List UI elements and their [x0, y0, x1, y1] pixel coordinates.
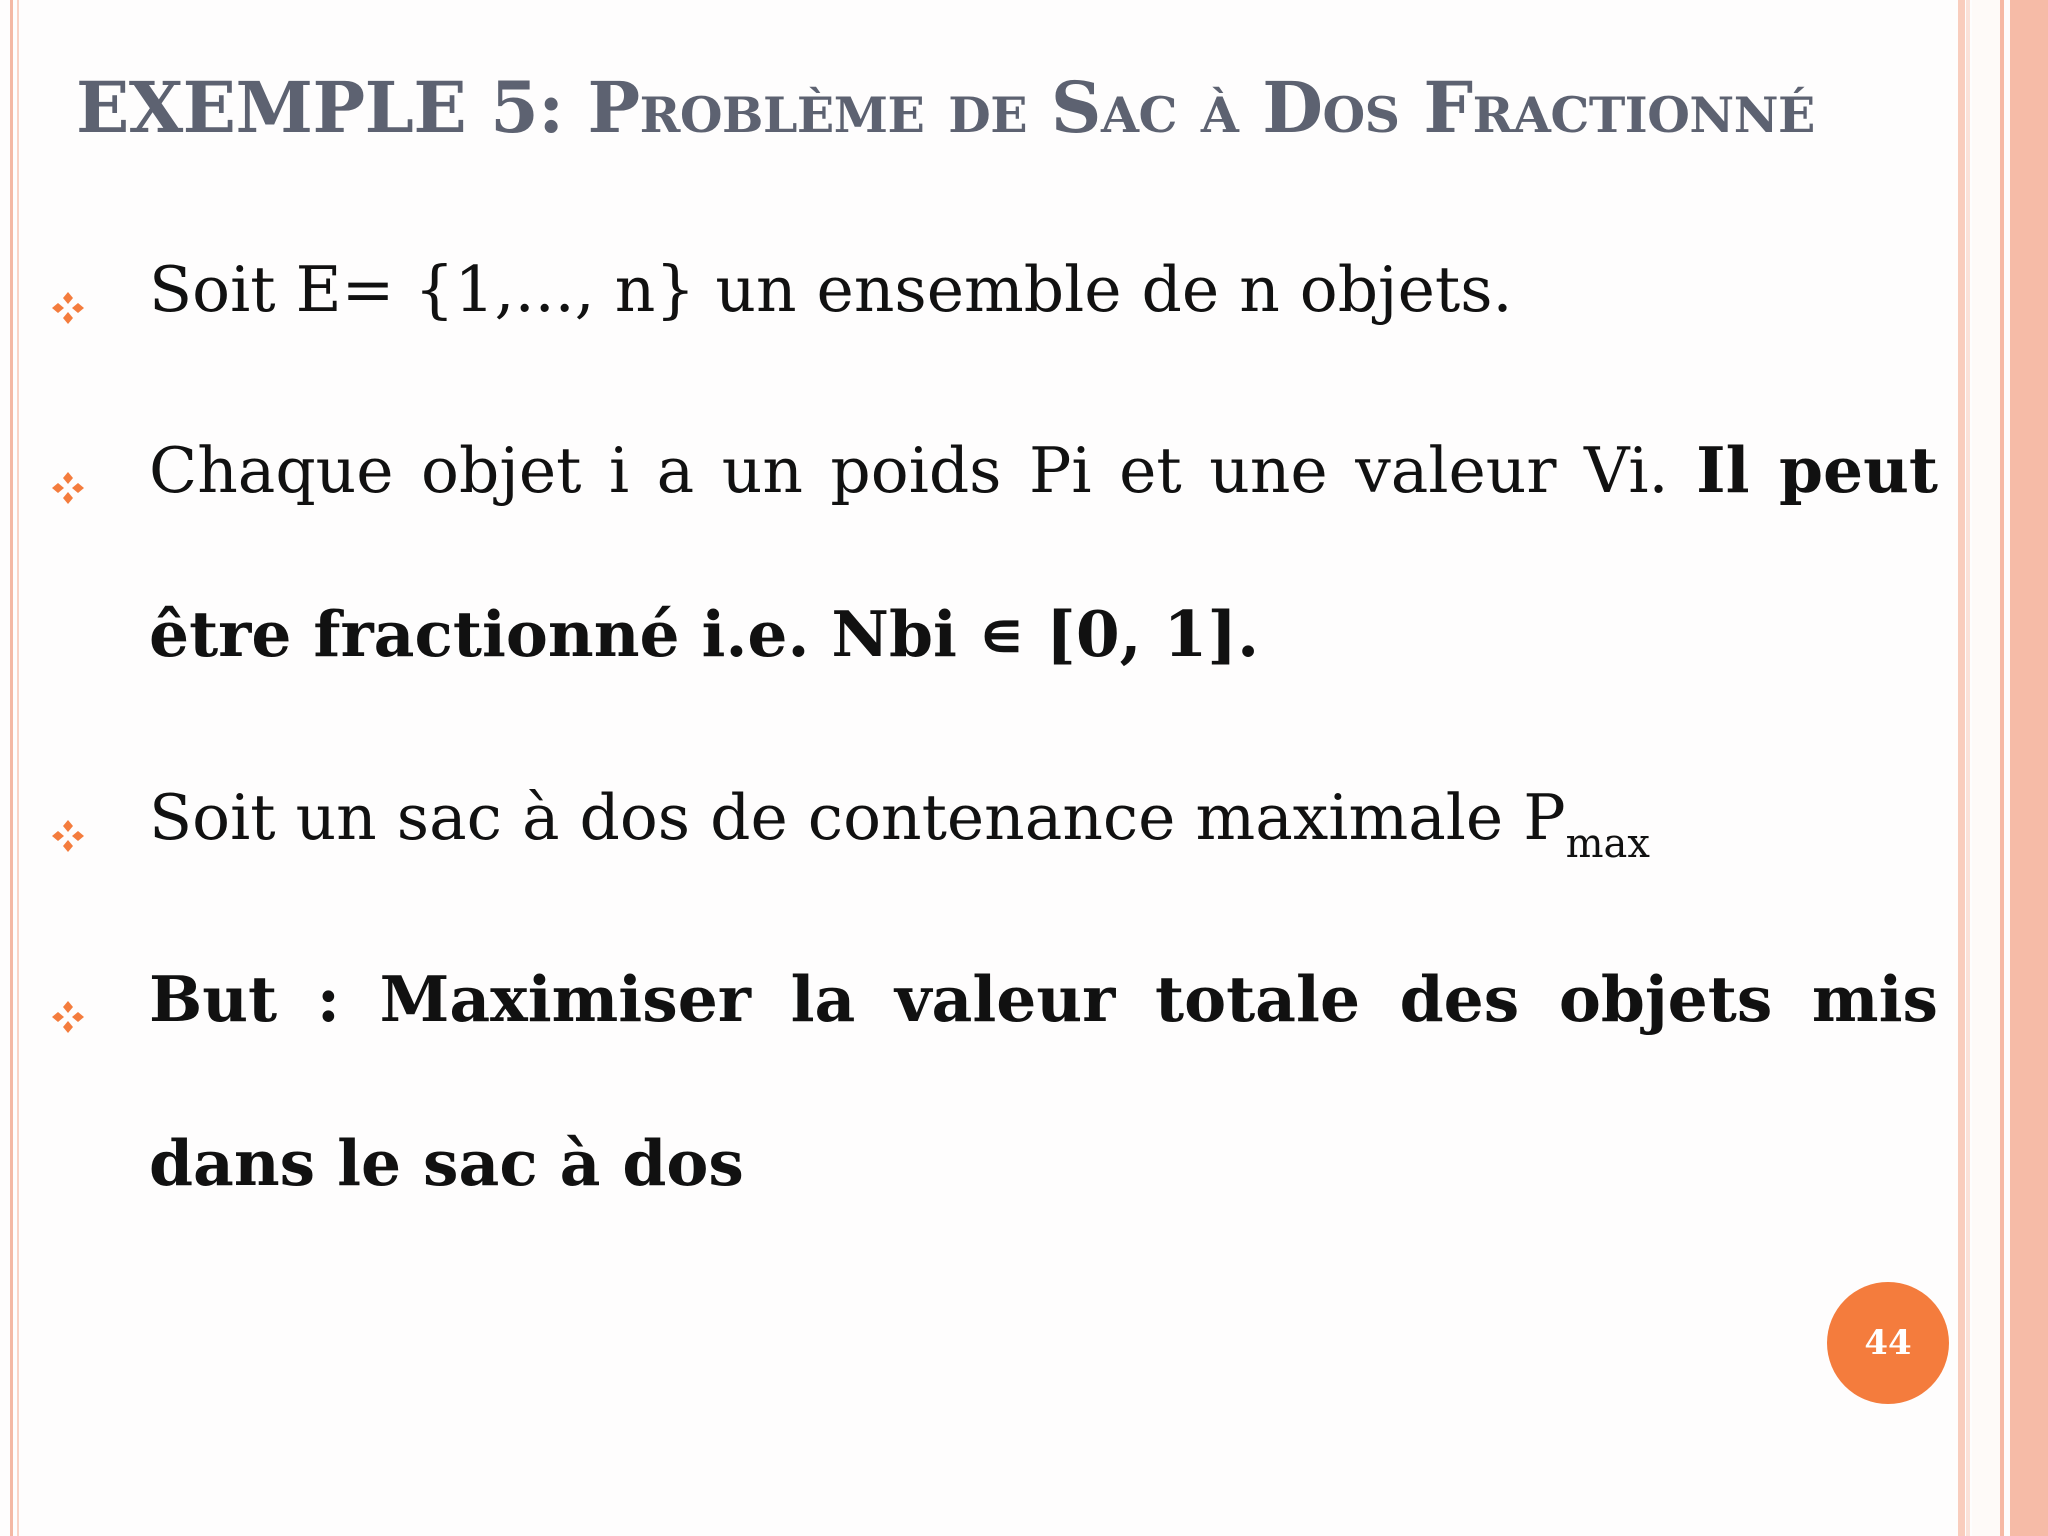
diamond-four-bullet-icon [48, 997, 88, 1037]
stripe [1958, 0, 1965, 1536]
stripe [1966, 0, 1970, 1536]
bullet-text-main: Soit un sac à dos de contenance maximale P [149, 781, 1566, 854]
diamond-four-bullet-icon [48, 288, 88, 328]
stripe [1972, 0, 2000, 1536]
subscript-max: max [1565, 821, 1650, 867]
stripe [2010, 0, 2048, 1536]
bullet-text-regular: Chaque objet i a un poids Pi et une valeur Vi. [149, 434, 1669, 507]
page-number-badge: 44 [1827, 1282, 1949, 1404]
stripe [2000, 0, 2004, 1536]
diamond-four-bullet-icon [48, 468, 88, 508]
diamond-four-bullet-icon [48, 816, 88, 856]
bullet-text-line-1: But : Maximiser la valeur totale des objets mis [149, 962, 1938, 1036]
left-border-line-inner [17, 0, 19, 1536]
slide-title: EXEMPLE 5: Problème de Sac à Dos Fractionné [76, 66, 1815, 149]
bullet-text-line-1 [149, 433, 1939, 507]
bullet-text [149, 781, 1938, 876]
right-decorative-stripes [1958, 0, 2048, 1536]
bullet-text-line-2: dans le sac à dos [149, 1126, 744, 1200]
bullet-text-line-2: être fractionné i.e. Nbi ∊ [0, 1]. [149, 597, 1260, 671]
left-border-line [10, 0, 13, 1536]
bullet-text-bold: Il peut [1696, 433, 1939, 507]
bullet-text: Soit E= {1,..., n} un ensemble de n objets. [149, 253, 1513, 326]
